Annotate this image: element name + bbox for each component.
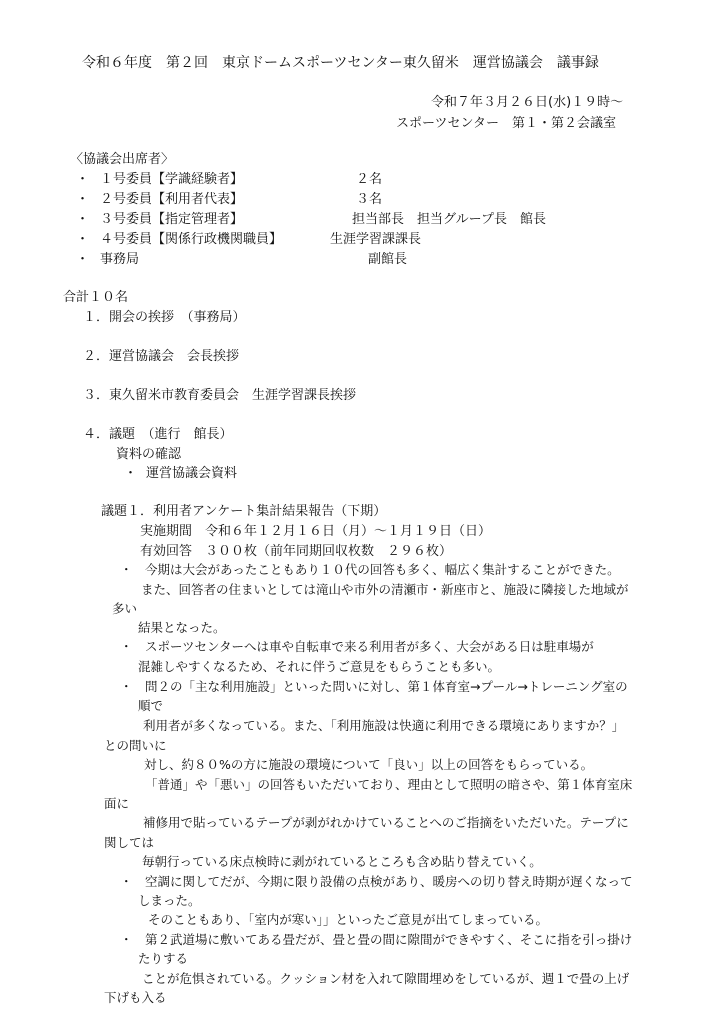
attendee-value: ２名 bbox=[356, 172, 383, 187]
attendee-value: ３名 bbox=[356, 192, 383, 207]
materials-item: 運営協議会資料 bbox=[146, 466, 238, 481]
body-line: ことが危惧されている。クッション材を入れて隙間埋めをしているが、週１で畳の上げ bbox=[142, 971, 630, 986]
attendee-value: 生涯学習課課長 bbox=[330, 232, 422, 247]
body-line: 補修用で貼っているテープが剥がれかけていることへのご指摘をいただいた。テープに bbox=[143, 815, 629, 830]
body-line: ・ 空調に関してだが、今期に限り設備の点検があり、暖房への切り替え時期が遅くなって bbox=[120, 874, 633, 889]
attendee-role: ４号委員【関係行政機関職員】 bbox=[100, 232, 283, 247]
meeting-date: 令和７年３月２６日(水)１９時～ bbox=[431, 95, 624, 110]
body-line: 毎朝行っている床点検時に剥がれているところも含め貼り替えていく。 bbox=[142, 854, 542, 869]
agenda-item-2: ２．運営協議会 会長挨拶 bbox=[83, 349, 240, 364]
document-title: 令和６年度 第２回 東京ドームスポーツセンター東久留米 運営協議会 議事録 bbox=[82, 55, 599, 71]
body-line: ・ 第２武道場に敷いてある畳だが、畳と畳の間に隙間ができやすく、そこに指を引っ掛け bbox=[120, 932, 633, 947]
body-line: 対し、約８０%の方に施設の環境について「良い」以上の回答をもらっている。 bbox=[144, 757, 594, 772]
agenda-item-4: ４．議題 （進行 館長） bbox=[83, 427, 233, 442]
attendee-role: ２号委員【利用者代表】 bbox=[100, 192, 244, 207]
body-line: ・ スポーツセンターへは車や自転車で来る利用者が多く、大会がある日は駐車場が bbox=[120, 639, 594, 654]
body-line: 面に bbox=[104, 796, 130, 811]
body-line: そのこともあり、「室内が寒い」」といったご意見が出てしまっている。 bbox=[148, 912, 549, 927]
attendee-value: 担当部長 担当グループ長 館長 bbox=[352, 212, 546, 227]
body-line: 「普通」や「悪い」の回答もいただいており、理由として照明の暗さや、第１体育室床 bbox=[145, 777, 633, 792]
attendee-bullet: ・ bbox=[76, 212, 90, 227]
body-line: 下げも入る bbox=[104, 990, 167, 1005]
attendee-role: 事務局 bbox=[100, 252, 140, 267]
materials-bullet: ・ bbox=[124, 466, 138, 481]
body-line: ・ 問２の「主な利用施設」といった問いに対し、第１体育室→プール→トレーニング室の bbox=[120, 679, 628, 694]
meeting-place: スポーツセンター 第１・第２会議室 bbox=[396, 116, 616, 131]
topic-1-title: 議題１．利用者アンケート集計結果報告（下期） bbox=[101, 504, 387, 519]
body-line: 順で bbox=[138, 698, 164, 713]
attendees-total: 合計１０名 bbox=[63, 290, 129, 305]
attendee-value: 副館長 bbox=[368, 252, 408, 267]
topic-1-responses: 有効回答 ３００枚（前年同期回収枚数 ２９６枚） bbox=[140, 544, 453, 559]
attendee-role: ３号委員【指定管理者】 bbox=[100, 212, 244, 227]
body-line: との問いに bbox=[104, 738, 167, 753]
attendee-bullet: ・ bbox=[76, 252, 90, 267]
body-line: また、回答者の住まいとしては滝山や市外の清瀬市・新座市と、施設に隣接した地域が bbox=[141, 582, 629, 597]
agenda-item-3: ３．東久留米市教育委員会 生涯学習課長挨拶 bbox=[83, 388, 357, 403]
attendee-bullet: ・ bbox=[76, 192, 90, 207]
body-line: 混雑しやすくなるため、それに伴うご意見をもらうことも多い。 bbox=[138, 659, 501, 674]
agenda-item-1: １．開会の挨拶 （事務局） bbox=[83, 310, 246, 325]
body-line: 結果となった。 bbox=[138, 620, 226, 635]
materials-check: 資料の確認 bbox=[116, 447, 182, 462]
attendee-bullet: ・ bbox=[76, 172, 90, 187]
body-line: しまった。 bbox=[138, 893, 201, 908]
attendees-heading: 〈協議会出席者〉 bbox=[70, 152, 175, 167]
topic-1-period: 実施期間 令和６年１２月１６日（月）～１月１９日（日） bbox=[140, 524, 492, 539]
body-line: ・ 今期は大会があったこともあり１０代の回答も多く、幅広く集計することができた。 bbox=[120, 562, 620, 577]
attendee-role: １号委員【学識経験者】 bbox=[100, 172, 244, 187]
body-line: 利用者が多くなっている。また、「利用施設は快適に利用できる環境にありますか？」 bbox=[143, 718, 625, 733]
body-line: たりする bbox=[138, 951, 189, 966]
attendee-bullet: ・ bbox=[76, 232, 90, 247]
body-line: 関しては bbox=[104, 835, 155, 850]
body-line: 多い bbox=[112, 601, 138, 616]
